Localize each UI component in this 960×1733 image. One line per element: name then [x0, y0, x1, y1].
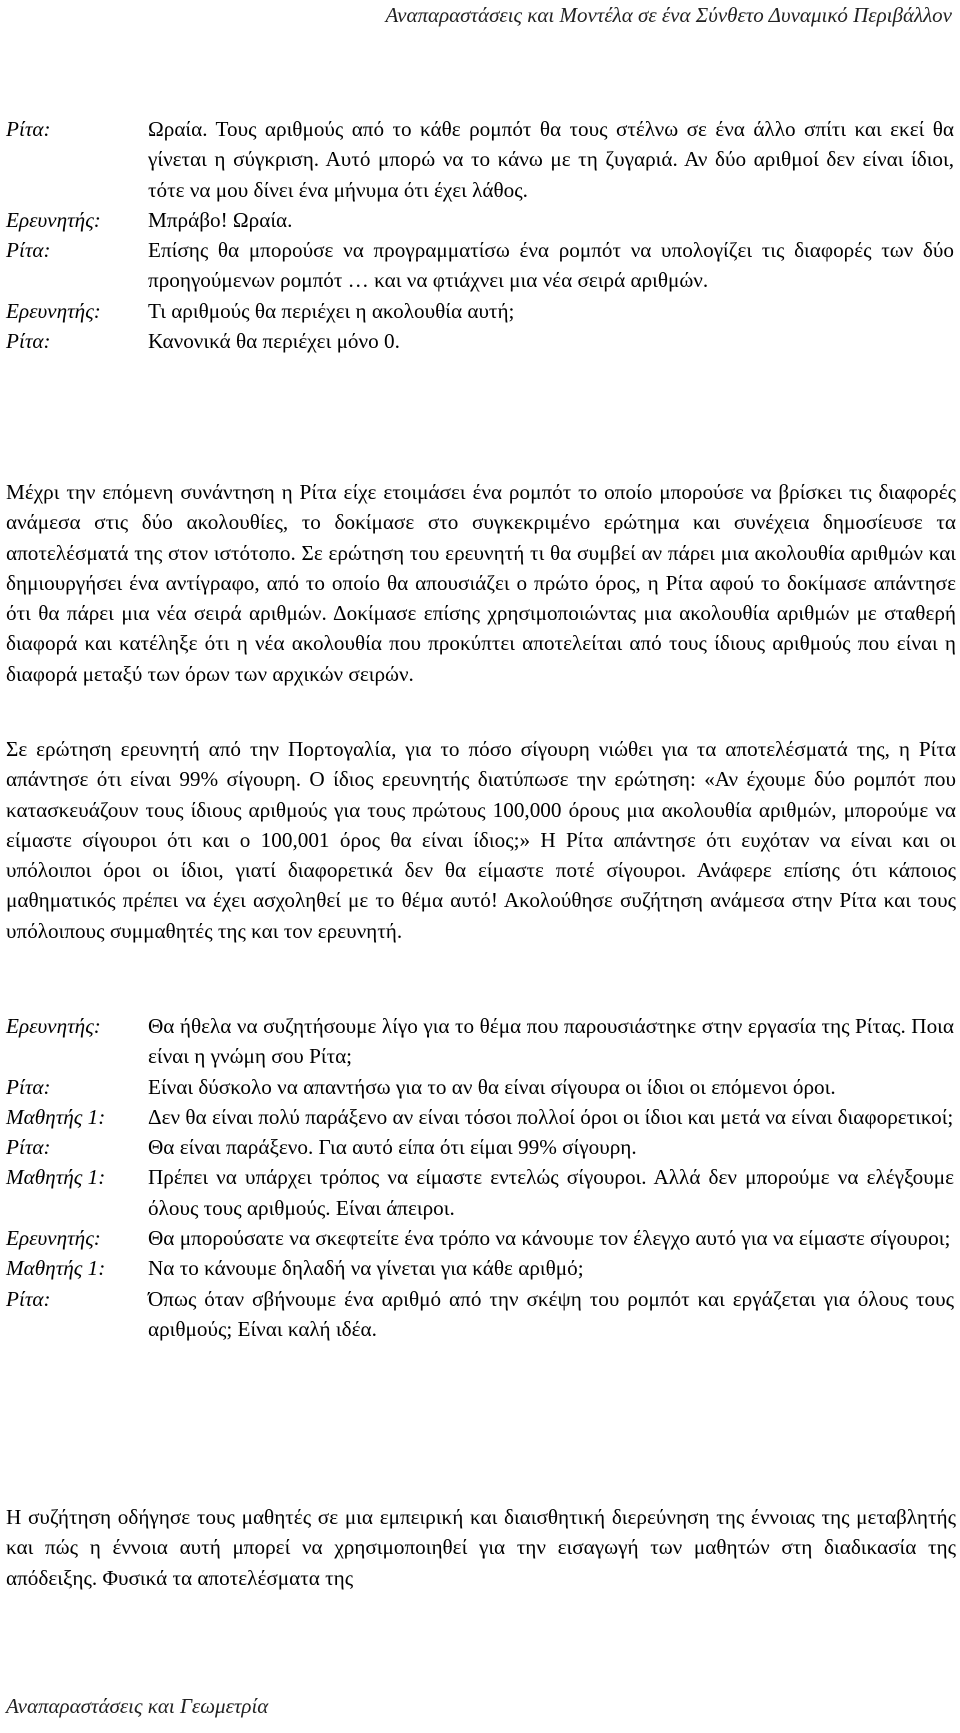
speaker-label: Ρίτα:: [6, 1074, 51, 1099]
utterance-text: Όπως όταν σβήνουμε ένα αριθμό από την σκέψη του ρομπότ και εργάζεται για όλους τους αριθμούς; Είναι καλή ιδέα.: [148, 1286, 954, 1341]
body-paragraph: Μέχρι την επόμενη συνάντηση η Ρίτα είχε ετοιμάσει ένα ρομπότ το οποίο μπορούσε να βρίσκει τις διαφορές ανάμεσα στις δύο ακολουθίες, το δοκίμασε στο συγκεκριμένο ερώτημα και συνέχεια δημοσίευσε τα αποτελέσματά της στον ιστότοπο. Σε ερώτηση του ερευνητή τι θα συμβεί αν πάρει μια ακολουθία αριθμών και δημιουργήσει ένα αντίγραφο, από το οποίο θα απουσιάζει ο πρώτο όρος, η Ρίτα αφού το δοκίμασε απάντησε ότι θα πάρει μια νέα σειρά αριθμών. Δοκίμασε επίσης χρησιμοποιώντας μια ακολουθία αριθμών με σταθερή διαφορά και κατέληξε ότι η νέα ακολουθία που προκύπτει αποτελείται από τους ίδιους αριθμούς που είναι η διαφορά μεταξύ των όρων των αρχικών σειρών.: [6, 480, 956, 686]
body-paragraph: Σε ερώτηση ερευνητή από την Πορτογαλία, για το πόσο σίγουρη νιώθει για τα αποτελέσματά της, η Ρίτα απάντησε ότι είναι 99% σίγουρη. Ο ίδιος ερευνητής διατύπωσε την ερώτηση: «Αν έχουμε δύο ρομπότ που κατασκευάζουν τους ίδιους αριθμούς για τους πρώτους 100,000 όρους μια ακολουθία αριθμών, μπορούμε να είμαστε σίγουροι ότι και ο 100,001 όρος θα είναι ίδιος;» Η Ρίτα απάντησε ότι ευχόταν να είναι και οι υπόλοιποι όροι οι ίδιοι, γιατί διαφορετικά δεν θα είμαστε ποτέ σίγουροι. Ανάφερε επίσης ότι κάποιος μαθηματικός πρέπει να έχει ασχοληθεί με το θέμα αυτό! Ακολούθησε συζήτηση ανάμεσα στην Ρίτα και τους υπόλοιπους συμμαθητές της και τον ερευνητή.: [6, 737, 956, 943]
utterance-text: Πρέπει να υπάρχει τρόπος να είμαστε εντελώς σίγουροι. Αλλά δεν μπορούμε να ελέγξουμε όλους τους αριθμούς. Είναι άπειροι.: [148, 1165, 954, 1220]
dialogue-turn: [6, 1102, 954, 1132]
utterance-text: Είναι δύσκολο να απαντήσω για το αν θα είναι σίγουρα οι ίδιοι οι επόμενοι όροι.: [148, 1074, 836, 1099]
utterance-text: Θα ήθελα να συζητήσουμε λίγο για το θέμα που παρουσιάστηκε στην εργασία της Ρίτας. Ποια είναι η γνώμη σου Ρίτα;: [148, 1014, 954, 1069]
speaker-label: Μαθητής 1:: [6, 1256, 106, 1281]
dialogue-turn: [6, 1072, 954, 1102]
body-paragraph: Η συζήτηση οδήγησε τους μαθητές σε μια εμπειρική και διαισθητική διερεύνηση της έννοιας της μεταβλητής και πώς η έννοια αυτή μπορεί να χρησιμοποιηθεί για την εισαγωγή των μαθητών στη διαδικασία της απόδειξης. Φυσικά τα αποτελέσματα της: [6, 1505, 956, 1590]
speaker-label: Ερευνητής:: [6, 1226, 101, 1251]
speaker-label: Ερευνητής:: [6, 207, 101, 232]
speaker-label: Μαθητής 1:: [6, 1104, 106, 1129]
dialogue-turn: [6, 1284, 954, 1345]
dialogue-block-2: [6, 1011, 954, 1344]
running-footer: Αναπαραστάσεις και Γεωμετρία: [6, 1694, 269, 1718]
utterance-text: Ωραία. Τους αριθμούς από το κάθε ρομπότ θα τους στέλνω σε ένα άλλο σπίτι και εκεί θα γίνεται η σύγκριση. Αυτό μπορώ να το κάνω με τη ζυγαριά. Αν δύο αριθμοί δεν είναι ίδιοι, τότε να μου δίνει ένα μήνυμα ότι έχει λάθος.: [148, 117, 954, 202]
utterance-text: Μπράβο! Ωραία.: [148, 207, 293, 232]
dialogue-turn: [6, 296, 954, 326]
utterance-text: Θα είναι παράξενο. Για αυτό είπα ότι είμαι 99% σίγουρη.: [148, 1135, 637, 1160]
speaker-label: Μαθητής 1:: [6, 1165, 106, 1190]
speaker-label: Ρίτα:: [6, 238, 51, 263]
dialogue-turn: [6, 326, 954, 356]
dialogue-turn: [6, 1011, 954, 1072]
dialogue-turn: [6, 1132, 954, 1162]
running-header: Αναπαραστάσεις και Μοντέλα σε ένα Σύνθετο Δυναμικό Περιβάλλον: [385, 3, 952, 27]
utterance-text: Κανονικά θα περιέχει μόνο 0.: [148, 329, 400, 354]
utterance-text: Θα μπορούσατε να σκεφτείτε ένα τρόπο να κάνουμε τον έλεγχο αυτό για να είμαστε σίγουροι;: [148, 1226, 951, 1251]
dialogue-turn: [6, 235, 954, 296]
speaker-label: Ρίτα:: [6, 117, 51, 141]
utterance-text: Τι αριθμούς θα περιέχει η ακολουθία αυτή;: [148, 298, 515, 323]
dialogue-turn: [6, 1223, 954, 1253]
dialogue-turn: [6, 205, 954, 235]
speaker-label: Ερευνητής:: [6, 298, 101, 323]
dialogue-turn: [6, 1162, 954, 1223]
speaker-label: Ρίτα:: [6, 1286, 51, 1311]
utterance-text: Να το κάνουμε δηλαδή να γίνεται για κάθε αριθμό;: [148, 1256, 584, 1281]
speaker-label: Ρίτα:: [6, 329, 51, 354]
dialogue-turn: [6, 1253, 954, 1283]
speaker-label: Ρίτα:: [6, 1135, 51, 1160]
utterance-text: Δεν θα είναι πολύ παράξενο αν είναι τόσοι πολλοί όροι οι ίδιοι και μετά να είναι διαφορετικοί;: [148, 1104, 954, 1129]
dialogue-turn: [6, 114, 954, 205]
speaker-label: Ερευνητής:: [6, 1014, 101, 1038]
dialogue-block-1: [6, 114, 954, 356]
utterance-text: Επίσης θα μπορούσε να προγραμματίσω ένα ρομπότ να υπολογίζει τις διαφορές των δύο προηγούμενων ρομπότ … και να φτιάχνει μια νέα σειρά αριθμών.: [148, 238, 954, 293]
